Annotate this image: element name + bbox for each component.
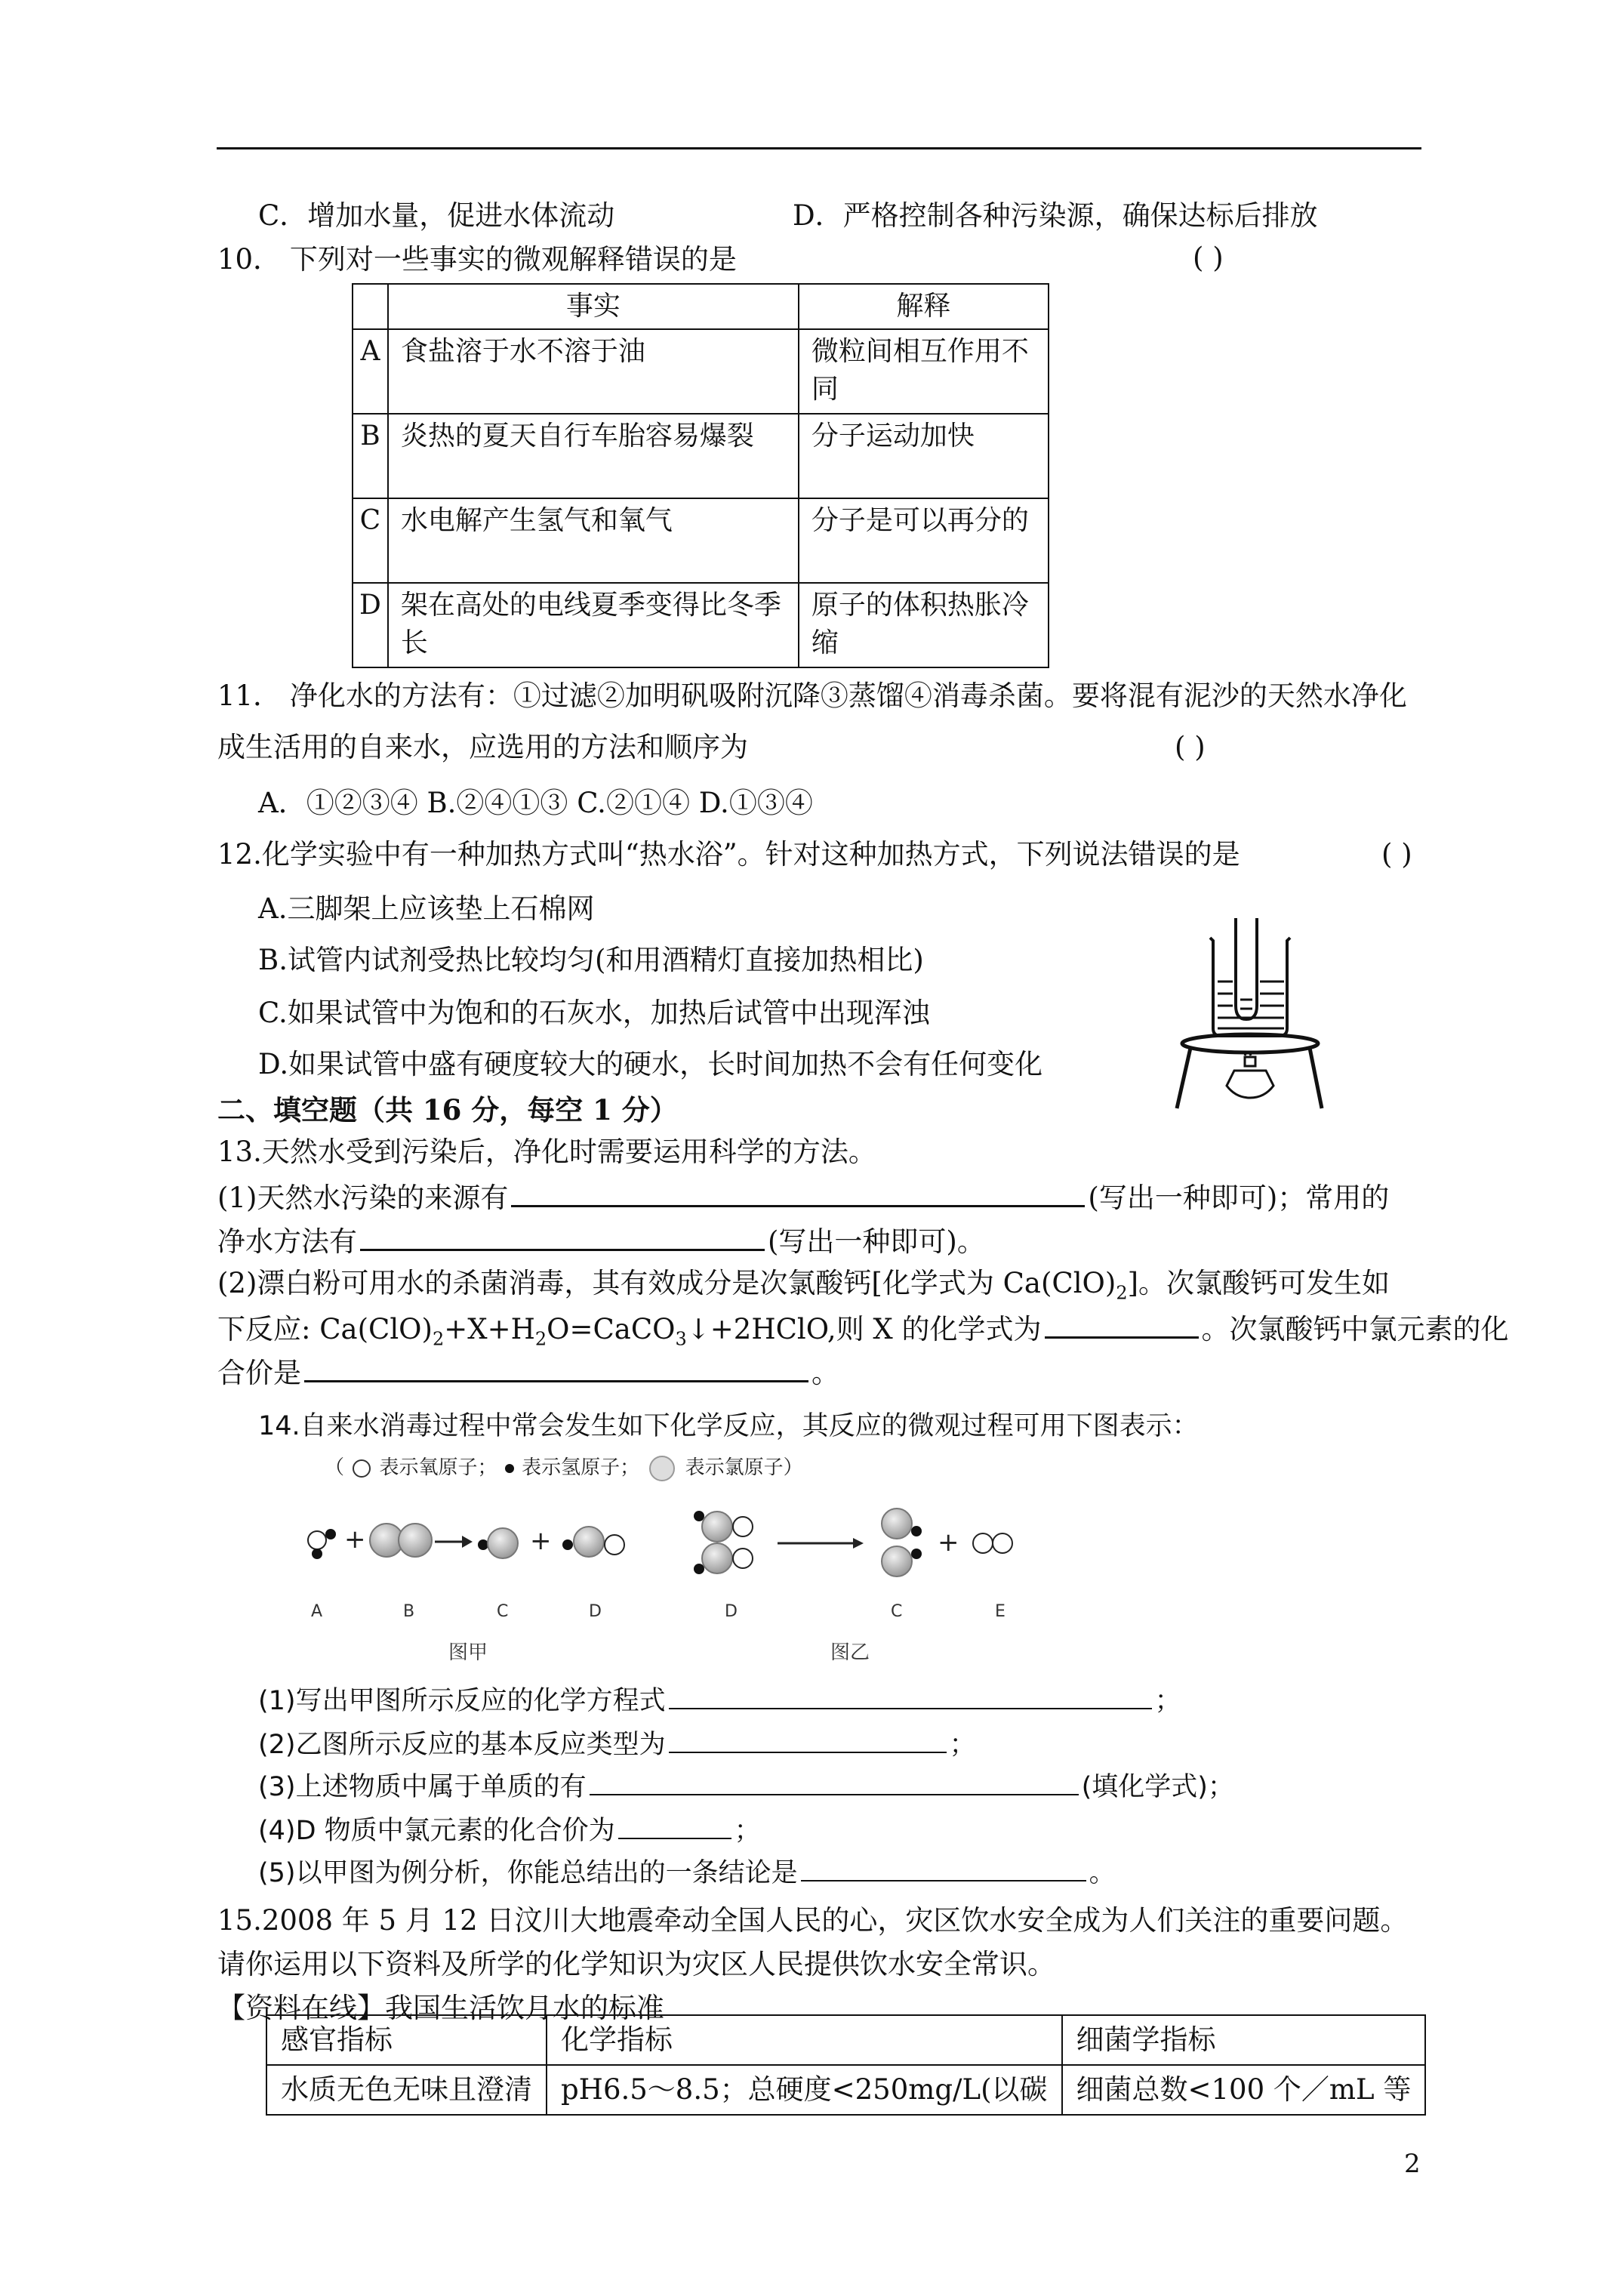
molecule-c-pair <box>882 1509 922 1576</box>
q13-stem: 13.天然水受到污染后，净化时需要运用科学的方法。 <box>217 1136 876 1168</box>
molecule-d <box>562 1527 624 1557</box>
table-row <box>353 329 1049 414</box>
q14-sub3 <box>258 1767 1234 1804</box>
q15-line2: 请你运用以下资料及所学的化学知识为灾区人民提供饮水安全常识。 <box>217 1948 1055 1980</box>
q13-part1-text-a: (1)天然水污染的来源有 <box>217 1182 509 1214</box>
label-c: C <box>891 1602 903 1621</box>
q14-sub4-end: ； <box>734 1816 761 1846</box>
q14-blank-equation[interactable] <box>669 1681 1152 1709</box>
q13-part2-text-a: (2)漂白粉可用水的杀菌消毒，其有效成分是次氯酸钙[化学式为 Ca(ClO) <box>217 1267 1116 1299</box>
table-row <box>266 2015 1425 2065</box>
q13-part2-line1 <box>217 1265 1390 1311</box>
q11-options: A．①②③④ B.②④①③ C.②①④ D.①③④ <box>258 787 813 819</box>
q14-molecule-diagram <box>294 1502 1110 1601</box>
label-c: C <box>497 1602 509 1621</box>
q13-part2-text-c: 合价是 <box>217 1357 301 1389</box>
svg-text:+: + <box>938 1527 959 1558</box>
subscript: 2 <box>534 1328 547 1350</box>
table-header: 细菌学指标 <box>1062 2015 1426 2065</box>
q14-sub1-text: (1)写出甲图所示反应的化学方程式 <box>258 1686 666 1716</box>
q9-option-c: C．增加水量，促进水体流动 <box>258 199 615 232</box>
subscript: 2 <box>432 1328 445 1350</box>
equation-part: +X+H <box>444 1313 535 1345</box>
legend-text: 表示氢原子； <box>522 1456 640 1479</box>
oxygen-atom-icon <box>350 1459 373 1478</box>
legend-text: （ <box>325 1456 345 1479</box>
figure-yi-caption: 图乙 <box>830 1641 870 1664</box>
equation-part: ↓+2HClO,则 X 的化学式为 <box>686 1313 1042 1345</box>
molecule-a <box>308 1529 336 1559</box>
q13-part1-text-d: (写出一种即可)。 <box>768 1225 985 1258</box>
q12-option-c: C.如果试管中为饱和的石灰水，加热后试管中出现浑浊 <box>258 997 930 1029</box>
q9-option-d: D．严格控制各种污染源，确保达标后排放 <box>793 199 1318 232</box>
molecule-c <box>478 1528 518 1558</box>
q12-answer-paren: ( ) <box>1381 838 1412 871</box>
q13-part2-text-b: 。次氯酸钙中氯元素的化 <box>1201 1313 1509 1345</box>
q14-sub5-text: (5)以甲图为例分析，你能总结出的一条结论是 <box>258 1858 798 1888</box>
q13-part2-line3 <box>217 1353 839 1391</box>
table-row <box>353 498 1049 583</box>
water-standard-table <box>266 2014 1426 2116</box>
chlorine-atom-icon <box>645 1455 679 1482</box>
q14-blank-elements[interactable] <box>590 1767 1079 1795</box>
q14-sub5-end: 。 <box>1089 1858 1116 1888</box>
q12-option-a: A.三脚架上应该垫上石棉网 <box>258 892 595 925</box>
q12-option-d: D.如果试管中盛有硬度较大的硬水，长时间加热不会有任何变化 <box>258 1048 1043 1080</box>
q10-answer-paren: ( ) <box>1193 242 1224 274</box>
table-cell-letter: A <box>353 329 388 414</box>
q13-part2-line2 <box>217 1309 1509 1357</box>
label-e: E <box>995 1602 1006 1621</box>
q12-option-b: B.试管内试剂受热比较均匀(和用酒精灯直接加热相比) <box>258 944 924 976</box>
q13-part1-line2 <box>217 1222 985 1260</box>
table-cell-fact: 架在高处的电线夏季变得比冬季长 <box>388 583 799 667</box>
q10-stem: 10． 下列对一些事实的微观解释错误的是 <box>217 243 737 276</box>
q13-part2-text-a-end: ]。次氯酸钙可发生如 <box>1127 1267 1390 1299</box>
q13-blank-pollution-source[interactable] <box>511 1178 1085 1207</box>
q14-blank-reaction-type[interactable] <box>669 1724 947 1753</box>
q14-blank-valence[interactable] <box>618 1811 731 1839</box>
q13-part1-line1 <box>217 1178 1389 1216</box>
table-header-fact: 事实 <box>388 284 799 329</box>
q14-sub3-text: (3)上述物质中属于单质的有 <box>258 1772 587 1802</box>
table-row <box>353 414 1049 498</box>
q13-part1-text-c: 净水方法有 <box>217 1225 357 1258</box>
table-cell-fact: 食盐溶于水不溶于油 <box>388 329 799 414</box>
table-cell: 细菌总数<100 个／mL 等 <box>1062 2065 1426 2115</box>
table-cell-letter: B <box>353 414 388 498</box>
table-header: 化学指标 <box>547 2015 1062 2065</box>
q13-part2-text-c-end: 。 <box>812 1357 839 1389</box>
svg-text:+: + <box>344 1524 366 1555</box>
q14-blank-conclusion[interactable] <box>801 1853 1086 1881</box>
q13-blank-purify-method[interactable] <box>360 1222 765 1251</box>
page-number: 2 <box>1404 2149 1421 2179</box>
reaction-arrow <box>435 1536 473 1548</box>
q14-sub1-end: ； <box>1154 1686 1181 1716</box>
molecule-d-pair <box>694 1511 753 1574</box>
table-cell-explain: 原子的体积热胀冷缩 <box>799 583 1049 667</box>
q15-line1: 15.2008 年 5 月 12 日汶川大地震牵动全国人民的心，灾区饮水安全成为人们关注的重要问题。 <box>217 1904 1409 1937</box>
table-cell-explain: 分子是可以再分的 <box>799 498 1049 583</box>
table-cell-fact: 水电解产生氢气和氧气 <box>388 498 799 583</box>
header-rule <box>217 147 1421 149</box>
molecule-e <box>973 1533 1012 1553</box>
table-row <box>266 2065 1425 2115</box>
q14-sub2-text: (2)乙图所示反应的基本反应类型为 <box>258 1730 666 1760</box>
q14-sub5 <box>258 1853 1116 1891</box>
legend-text: 表示氯原子） <box>685 1456 803 1479</box>
table-cell <box>353 284 388 329</box>
equation-part: 下反应: Ca(ClO) <box>217 1313 433 1345</box>
table-cell-letter: D <box>353 583 388 667</box>
section-2-heading: 二、填空题（共 16 分，每空 1 分） <box>217 1093 678 1126</box>
q13-blank-x-formula[interactable] <box>1045 1309 1199 1339</box>
q14-sub4 <box>258 1811 761 1848</box>
q14-legend <box>325 1454 803 1482</box>
q12-stem: 12.化学实验中有一种加热方式叫“热水浴”。针对这种加热方式，下列说法错误的是 <box>217 838 1240 871</box>
q15-line3: 【资料在线】我国生活饮月水的标准 <box>217 1992 664 2024</box>
table-cell-letter: C <box>353 498 388 583</box>
reaction-arrow <box>778 1538 864 1549</box>
molecule-b <box>370 1524 432 1557</box>
table-header-explain: 解释 <box>799 284 1049 329</box>
q11-answer-paren: ( ) <box>1175 731 1206 763</box>
subscript: 3 <box>675 1328 687 1350</box>
label-d: D <box>589 1602 602 1621</box>
q13-blank-chlorine-valence[interactable] <box>304 1353 808 1382</box>
table-cell: 水质无色无味且澄清 <box>266 2065 547 2115</box>
table-header: 感官指标 <box>266 2015 547 2065</box>
table-cell: pH6.5～8.5；总硬度<250mg/L(以碳 <box>547 2065 1062 2115</box>
table-cell-explain: 分子运动加快 <box>799 414 1049 498</box>
equation-part: O=CaCO <box>547 1313 676 1345</box>
label-d: D <box>725 1602 738 1621</box>
q11-line2: 成生活用的自来水，应选用的方法和顺序为 <box>217 731 748 763</box>
q14-sub2 <box>258 1724 976 1762</box>
table-row <box>353 583 1049 667</box>
water-bath-apparatus-image <box>1174 915 1325 1111</box>
label-b: B <box>403 1602 415 1621</box>
table-cell-fact: 炎热的夏天自行车胎容易爆裂 <box>388 414 799 498</box>
q14-sub1 <box>258 1681 1181 1718</box>
subscript: 2 <box>1116 1282 1128 1304</box>
q14-stem: 14.自来水消毒过程中常会发生如下化学反应，其反应的微观过程可用下图表示： <box>258 1411 1199 1441</box>
q10-table <box>352 283 1049 668</box>
q14-sub2-end: ； <box>949 1730 976 1760</box>
hydrogen-atom-icon <box>504 1459 516 1478</box>
table-row <box>353 284 1049 329</box>
table-cell-explain: 微粒间相互作用不同 <box>799 329 1049 414</box>
q13-part1-text-b: (写出一种即可)；常用的 <box>1088 1182 1390 1214</box>
legend-text: 表示氧原子； <box>379 1456 497 1479</box>
q14-sub3-end: (填化学式)； <box>1081 1772 1234 1802</box>
q11-line1: 11． 净化水的方法有：①过滤②加明矾吸附沉降③蒸馏④消毒杀菌。要将混有泥沙的天然水净化 <box>217 680 1407 712</box>
label-a: A <box>311 1602 323 1621</box>
svg-text:+: + <box>530 1526 552 1556</box>
figure-jia-caption: 图甲 <box>448 1641 488 1664</box>
q14-sub4-text: (4)D 物质中氯元素的化合价为 <box>258 1816 615 1846</box>
